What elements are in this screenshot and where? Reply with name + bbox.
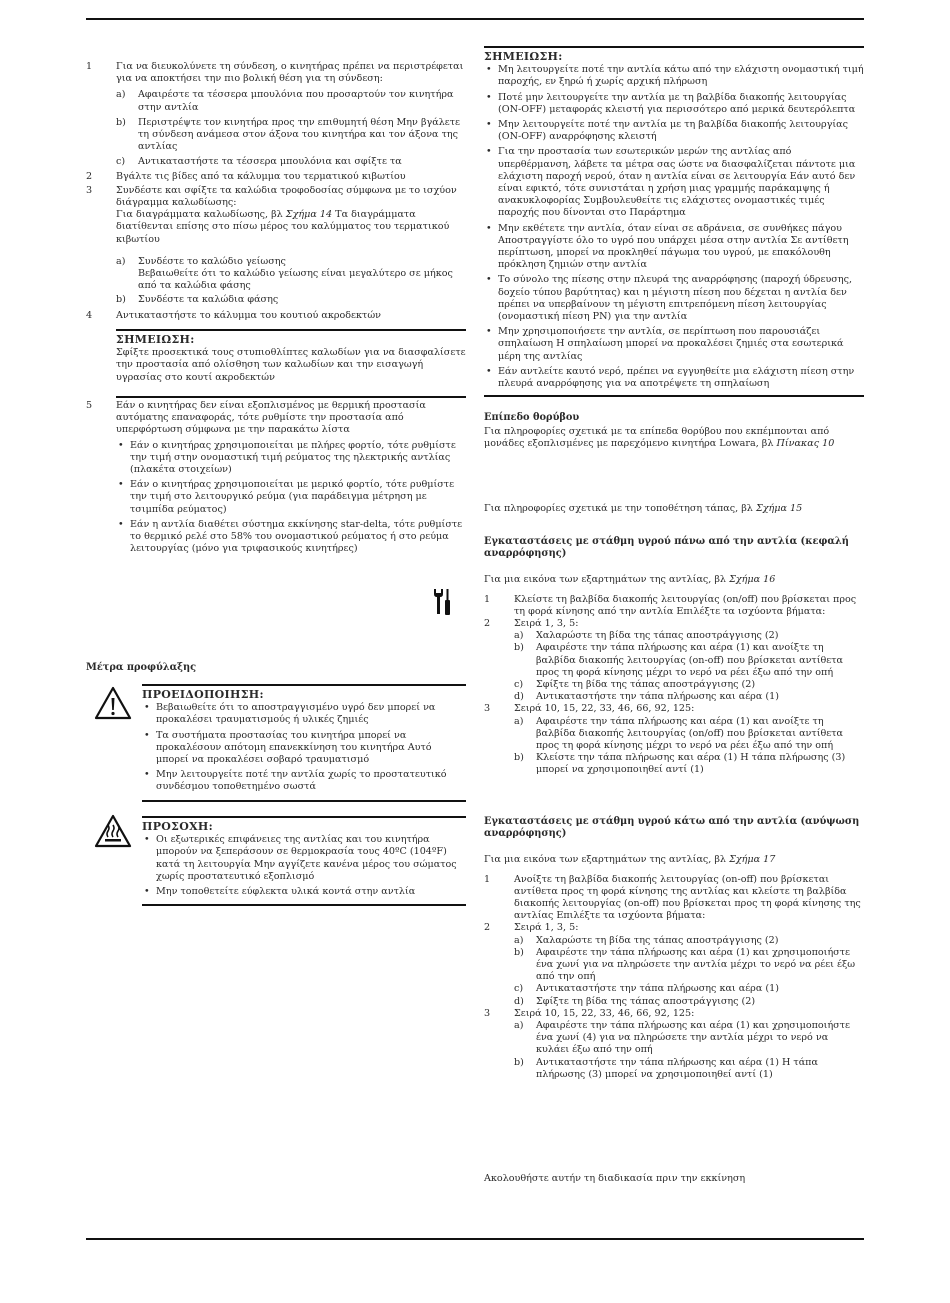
step-number: 4: [86, 309, 93, 321]
substep: [86, 89, 466, 113]
caution-bottom-rule: [142, 904, 466, 906]
step-5: [86, 400, 466, 555]
note-bottom-rule: [116, 396, 466, 398]
substep: [86, 117, 466, 154]
section-text: Για πληροφορίες σχετικά με την τοποθέτηση τάπας, βλ: [484, 503, 756, 514]
substep-text: Αντικαταστήστε την τάπα πλήρωσης και αέρα (1): [536, 983, 779, 995]
step-1: [484, 594, 864, 618]
substep: [484, 716, 864, 753]
substep-text: Αντικαταστήστε την τάπα πλήρωσης και αέρα (1): [536, 691, 779, 703]
note-bottom-rule: [484, 395, 864, 397]
step-text: Σειρά 1, 3, 5:: [514, 922, 579, 934]
section-heading: Εγκαταστάσεις με στάθμη υγρού κάτω από την αντλία (ανύψωση αναρρόφησης): [484, 816, 860, 840]
substep-text: Αφαιρέστε τα τέσσερα μπουλόνια που προσαρτούν τον κινητήρα στην αντλία: [138, 89, 454, 113]
warning-top-rule: [142, 684, 466, 686]
section-text: Για πληροφορίες σχετικά με τα επίπεδα θορύβου που εκπέμπονται από μονάδες εξοπλισμένες με παρεχόμενο κινητήρα Lowara, βλ: [484, 426, 830, 450]
section-heading: Εγκαταστάσεις με στάθμη υγρού πάνω από την αντλία (κεφαλή αναρρόφησης): [484, 536, 849, 560]
plug-info: [484, 503, 864, 515]
step-number: 5: [86, 400, 93, 411]
substep-label: b): [116, 116, 126, 128]
step-text: Βγάλτε τις βίδες από τα κάλυμμα του τερματικού κιβωτίου: [116, 170, 406, 182]
bullet-item: • Εάν αντλείτε καυτό νερό, πρέπει να εγγυηθείτε μια ελάχιστη πίεση στην πλευρά αναρρόφησης για να αποτρέψετε τη σπηλαίωση: [484, 366, 864, 390]
step-number: 3: [484, 703, 491, 715]
substep-text: Χαλαρώστε τη βίδα της τάπας αποστράγγισης (2): [536, 934, 779, 946]
suction-lift-section: [484, 816, 864, 1081]
bullet-item: • Το σύνολο της πίεσης στην πλευρά της αναρρόφησης (παροχή ύδρευσης, δοχείο τύπου βαρύτητας) και η μέγιστη πίεση που δέχεται η αντλία δεν πρέπει να υπερβαίνουν τη μέγιστη επιτρεπόμενη πίεση λειτουργίας (ονομαστική πίεση PN) για την αντλία: [484, 274, 864, 323]
steps-list: [86, 61, 466, 322]
warning-icon: [94, 686, 132, 720]
step-2: [484, 922, 864, 934]
header-rule: [86, 18, 864, 20]
note-box: [484, 46, 864, 397]
substep: [86, 294, 466, 306]
substep-text: Αφαιρέστε την τάπα πλήρωσης και αέρα (1) και χρησιμοποιήστε ένα χωνί για να πληρώσετε την αντλία μέχρι το νερό να ρέει έξω από την οπή: [536, 946, 856, 983]
substep-text: Συνδέστε το καλώδιο γείωσης: [138, 255, 286, 267]
tools-icon: [432, 588, 454, 616]
bullet-item: • Τα συστήματα προστασίας του κινητήρα μπορεί να προκαλέσουν απότομη επανεκκίνηση του κινητήρα Αυτό μπορεί να προκαλέσει σοβαρό τραυματισμό: [142, 730, 466, 767]
step-number: 2: [484, 922, 491, 934]
step-1: [86, 61, 466, 85]
substep-text: Αφαιρέστε την τάπα πλήρωσης και αέρα (1) και ανοίξτε τη βαλβίδα διακοπής λειτουργίας (on-off) που βρίσκεται αντίθετα προς τη φορά κίνησης μέχρι το νερό να ρέει έξω από την οπή: [536, 642, 844, 678]
bullet-item: • Ποτέ μην λειτουργείτε την αντλία με τη βαλβίδα διακοπής λειτουργίας (ON-OFF) μεταφοράς κλειστή για περισσότερο από μερικά δευτερόλεπτα: [484, 92, 864, 116]
caution-title: ΠΡΟΣΟΧΗ:: [142, 820, 213, 833]
section-text: Για μια εικόνα των εξαρτημάτων της αντλίας, βλ: [484, 854, 730, 866]
warning-box: [142, 684, 466, 802]
substep: [484, 1057, 864, 1081]
step-text: Ανοίξτε τη βαλβίδα διακοπής λειτουργίας (on-off) που βρίσκεται αντίθετα προς τη φορά κίνησης της αντλίας και κλείστε τη βαλβίδα διακοπής λειτουργίας (on-off) που βρίσκεται προς τη φορά κίνησης της αντλίας Επιλέξτε τα ισχύοντα βήματα:: [514, 873, 861, 922]
step-text: Σειρά 10, 15, 22, 33, 46, 66, 92, 125:: [514, 703, 695, 715]
bullet-item: • Οι εξωτερικές επιφάνειες της αντλίας και του κινητήρα μπορούν να ξεπεράσουν σε θερμοκρασία τους 40ºC (104ºF) κατά τη λειτουργία Μην αγγίζετε κανένα μέρος του σώματος χωρίς προστατευτικό εξοπλισμό: [142, 834, 466, 883]
substep-text: Περιστρέψτε τον κινητήρα προς την επιθυμητή θέση Μην βγάλετε τη σύνδεση ανάμεσα στον άξονα του κινητήρα και τον άξονα της αντλίας: [138, 116, 461, 153]
substep: [484, 996, 864, 1008]
step-number: 1: [86, 61, 93, 72]
noise-section: [484, 412, 864, 451]
step-3: [484, 703, 864, 715]
step-text-ref: [116, 209, 466, 246]
substep-text: Συνδέστε τα καλώδια φάσης: [138, 294, 279, 306]
step-text: Συνδέστε και σφίξτε τα καλώδια τροφοδοσίας σύμφωνα με το ισχύον διάγραμμα καλωδίωσης:: [116, 184, 457, 209]
step-1: [484, 874, 864, 923]
substep-label: c): [514, 679, 524, 691]
figure-ref-link[interactable]: Σχήμα 16: [729, 574, 776, 586]
ref-suffix: Τα διαγράμματα διατίθενται επίσης στο πίσω μέρος του καλύμματος του τερματικού κιβωτίου: [116, 209, 450, 245]
caution-box: [142, 816, 466, 906]
bullet-item: • Εάν ο κινητήρας χρησιμοποιείται με πλήρες φορτίο, τότε ρυθμίστε την τιμή στην ονομαστική τιμή ρεύματος της ηλεκτρικής αντλίας (πλακέτα στοιχείων): [116, 440, 466, 477]
substep-label: a): [514, 1020, 524, 1032]
suction-head-section: [484, 536, 864, 777]
step-2: [86, 171, 466, 183]
substep-label: b): [514, 946, 524, 958]
substep-label: a): [116, 255, 126, 267]
bullet-item: • Μη λειτουργείτε ποτέ την αντλία κάτω από την ελάχιστη ονομαστική τιμή παροχής, εν ξηρώ ή χωρίς αρχική πλήρωση: [484, 64, 864, 88]
step-2: [484, 618, 864, 630]
step-text: Σειρά 1, 3, 5:: [514, 618, 579, 630]
substep: [484, 983, 864, 995]
table-ref-link[interactable]: Πίνακας 10: [776, 438, 835, 450]
substep-label: c): [116, 156, 126, 168]
substep-label: b): [514, 642, 524, 654]
substep: [86, 256, 466, 293]
figure-ref-link[interactable]: Σχήμα 17: [729, 854, 776, 866]
substep: [484, 642, 864, 679]
step-3: [484, 1008, 864, 1020]
substep-label: a): [514, 715, 524, 727]
step-number: 3: [86, 184, 93, 196]
step-4: [86, 310, 466, 322]
step-3: [86, 185, 466, 246]
hot-surface-icon: [94, 814, 132, 848]
bullet-item: • Μην εκθέτετε την αντλία, όταν είναι σε αδράνεια, σε συνθήκες πάγου Αποστραγγίστε όλο το υγρό που υπάρχει μέσα στην αντλία Σε αντίθετη περίπτωση, μπορεί να προκληθεί πάγωμα του υγρού, με επακόλουθη πρόκληση ζημιών στην αντλία: [484, 223, 864, 272]
step-number: 1: [484, 593, 491, 605]
substep-label: b): [116, 294, 126, 306]
step-text: Αντικαταστήστε το κάλυμμα του κουτιού ακροδεκτών: [116, 309, 381, 321]
section-text: Για μια εικόνα των εξαρτημάτων της αντλίας, βλ: [484, 574, 730, 586]
substep-text: Χαλαρώστε τη βίδα της τάπας αποστράγγισης (2): [536, 630, 779, 642]
substep-label: b): [514, 1056, 524, 1068]
substep: [484, 935, 864, 947]
substep-text: Σφίξτε τη βίδα της τάπας αποστράγγισης (2): [536, 995, 756, 1007]
step-text: Σειρά 10, 15, 22, 33, 46, 66, 92, 125:: [514, 1007, 695, 1019]
step-number: 3: [484, 1007, 491, 1019]
note-title: ΣΗΜΕΙΩΣΗ:: [484, 50, 563, 63]
substep: [86, 156, 466, 168]
substep-text: Αντικαταστήστε την τάπα πλήρωσης και αέρα (1) Η τάπα πλήρωσης (3) μπορεί να χρησιμοποιηθεί αντί (1): [536, 1056, 818, 1080]
step-number: 1: [484, 873, 491, 885]
substep-label: a): [116, 89, 126, 101]
substep: [484, 752, 864, 776]
ref-prefix: Για διαγράμματα καλωδίωσης, βλ: [116, 209, 286, 221]
substep-label: a): [514, 630, 524, 642]
substep-label: d): [514, 995, 524, 1007]
figure-ref-link[interactable]: Σχήμα 15: [755, 503, 803, 514]
note-top-rule: [484, 46, 864, 48]
substep-text: Αντικαταστήστε τα τέσσερα μπουλόνια και σφίξτε τα: [138, 156, 402, 168]
substep: [484, 630, 864, 642]
substep-label: c): [514, 983, 524, 995]
bullet-item: • Μην τοποθετείτε εύφλεκτα υλικά κοντά στην αντλία: [142, 886, 466, 898]
note-title: ΣΗΜΕΙΩΣΗ:: [116, 333, 195, 346]
warning-title: ΠΡΟΕΙΔΟΠΟΙΗΣΗ:: [142, 688, 264, 701]
bullet-item: • Βεβαιωθείτε ότι το αποστραγγισμένο υγρό δεν μπορεί να προκαλέσει τραυματισμούς ή υλικές ζημιές: [142, 702, 466, 726]
substep: [484, 679, 864, 691]
bullet-item: • Εάν η αντλία διαθέτει σύστημα εκκίνησης star-delta, τότε ρυθμίστε το θερμικό ρελέ στο 58% του ονομαστικού ρεύματος ή στο ρεύμα λειτουργίας (μόνο για τριφασικούς κινητήρες): [116, 519, 466, 556]
substep: [484, 1020, 864, 1057]
bullet-item: • Για την προστασία των εσωτερικών μερών της αντλίας από υπερθέρμανση, λάβετε τα μέτρα σας ώστε να διασφαλίζεται πάντοτε μια ελάχιστη παροχή νερού, όταν η αντλία είναι σε λειτουργία Εάν αυτό δεν είναι εφικτό, τότε συνιστάται η χρήση μιας γραμμής παράκαμψης ή ανακυκλοφορίας Συμβουλευθείτε τις ελάχιστες ονομαστικές τιμές παροχής που δίνονται στο Παράρτημα: [484, 146, 864, 219]
section-heading: Επίπεδο θορύβου: [484, 412, 580, 423]
bullet-item: • Εάν ο κινητήρας χρησιμοποιείται με μερικό φορτίο, τότε ρυθμίστε την τιμή στο λειτουργικό ρεύμα (για παράδειγμα μέτρηση με τσιμπίδα ρεύματος): [116, 479, 466, 516]
substep-label: a): [514, 934, 524, 946]
note-text: Σφίξτε προσεκτικά τους στυπιοθλίπτες καλωδίων για να διασφαλίσετε την προστασία από ολίσθηση των καλωδίων και την εισαγωγή υγρασίας στο κουτί ακροδεκτών: [116, 347, 466, 383]
substep-text: Αφαιρέστε την τάπα πλήρωσης και αέρα (1) και χρησιμοποιήστε ένα χωνί (4) για να πληρώσετε την αντλία μέχρι το νερό να κυλάει έξω από την οπή: [536, 1020, 851, 1056]
startup-procedure-text: Ακολουθήστε αυτήν τη διαδικασία πριν την εκκίνηση: [484, 1173, 746, 1184]
substep-text: Κλείστε την τάπα πλήρωσης και αέρα (1) Η τάπα πλήρωσης (3) μπορεί να χρησιμοποιηθεί αντί (1): [536, 752, 846, 776]
substep: [484, 947, 864, 984]
footer-rule: [86, 1238, 864, 1240]
caution-top-rule: [142, 816, 466, 818]
step-number: 2: [86, 170, 93, 182]
substep-label: b): [514, 752, 524, 764]
substep-label: d): [514, 691, 524, 703]
substep-text: Αφαιρέστε την τάπα πλήρωσης και αέρα (1) και ανοίξτε τη βαλβίδα διακοπής λειτουργίας (on/off) που βρίσκεται αντίθετα προς τη φορά κίνησης μέχρι το νερό να ρέει έξω από την οπή: [536, 715, 843, 752]
figure-ref-link[interactable]: Σχήμα 14: [285, 209, 333, 221]
note-top-rule: [116, 329, 466, 331]
substep-text: Βεβαιωθείτε ότι το καλώδιο γείωσης είναι μεγαλύτερο σε μήκος από τα καλώδια φάσης: [138, 268, 453, 292]
warning-bottom-rule: [142, 800, 466, 802]
substep: [484, 691, 864, 703]
bullet-item: • Μην λειτουργείτε ποτέ την αντλία με τη βαλβίδα διακοπής λειτουργίας (ON-OFF) αναρρόφησης κλειστή: [484, 119, 864, 143]
step-number: 2: [484, 618, 491, 630]
step-text: Εάν ο κινητήρας δεν είναι εξοπλισμένος με θερμική προστασία αυτόματης επαναφοράς, τότε ρυθμίστε την προστασία από υπερφόρτωση σύμφωνα με την παρακάτω λίστα: [116, 400, 426, 436]
step-text: Για να διευκολύνετε τη σύνδεση, ο κινητήρας πρέπει να περιστρέφεται για να αποκτήσει την πιο βολική θέση για τη σύνδεση:: [116, 61, 464, 85]
bullet-item: • Μην λειτουργείτε ποτέ την αντλία χωρίς το προστατευτικό συνδέσμου τοποθετημένο σωστά: [142, 769, 466, 793]
step-text: Κλείστε τη βαλβίδα διακοπής λειτουργίας (on/off) που βρίσκεται προς τη φορά κίνησης από την αντλία Επιλέξτε τα ισχύοντα βήματα:: [514, 593, 857, 617]
precautions-heading: Μέτρα προφύλαξης: [86, 662, 197, 673]
substep-text: Σφίξτε τη βίδα της τάπας αποστράγγισης (2): [536, 679, 756, 691]
note-box: [116, 329, 466, 398]
bullet-item: • Μην χρησιμοποιήσετε την αντλία, σε περίπτωση που παρουσιάζει σπηλαίωση Η σπηλαίωση μπορεί να προκαλέσει ζημιές στα εσωτερικά μέρη της αντλίας: [484, 326, 864, 363]
